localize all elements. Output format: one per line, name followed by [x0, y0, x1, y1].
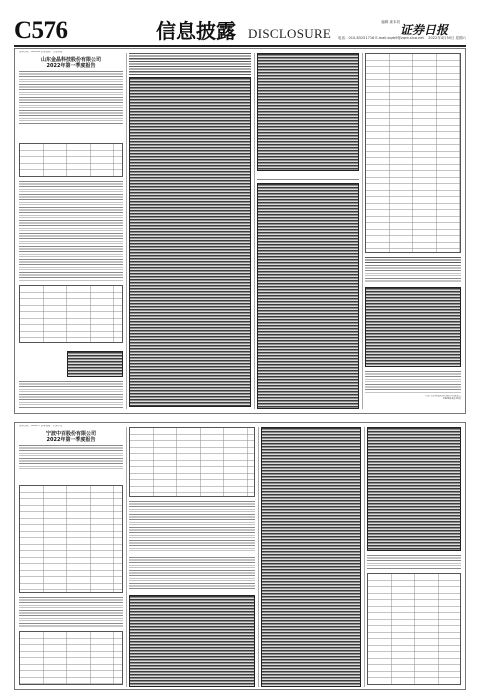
table-header-block — [129, 53, 251, 75]
body-text-block — [19, 597, 123, 627]
top-column-2 — [129, 53, 251, 409]
financial-table — [19, 143, 123, 177]
bottom-column-2 — [129, 427, 255, 687]
indicator-table — [367, 573, 461, 685]
section-heading-block — [365, 257, 461, 263]
section-title-cn: 信息披露 — [156, 19, 236, 43]
top-column-1 — [19, 51, 123, 411]
column-divider — [362, 53, 363, 409]
announcement-title: 山东金晶科技股份有限公司 2022年第一季度报告 — [40, 57, 101, 69]
financial-table — [19, 285, 123, 343]
page-number: C576 — [14, 17, 68, 44]
shareholder-table — [129, 427, 255, 497]
top-column-4 — [365, 53, 461, 409]
body-text-block — [19, 71, 123, 125]
body-text-block — [19, 381, 123, 409]
stock-code-line: 证券代码：600857 证券简称：宁波中百 — [19, 425, 63, 427]
body-text-block — [365, 265, 461, 283]
column-divider — [126, 427, 127, 687]
financial-table — [19, 485, 123, 593]
announcement-title: 宁波中百股份有限公司 2022年第一季度报告 — [45, 431, 96, 443]
column-divider — [364, 427, 365, 687]
balance-sheet-table — [129, 595, 255, 687]
bottom-column-1 — [19, 425, 123, 687]
masthead-meta — [338, 36, 466, 41]
indicator-table — [365, 53, 461, 253]
income-statement-table — [257, 53, 359, 171]
date-line: 2022年4月30日 星期六 — [428, 36, 466, 40]
bottom-column-3 — [261, 427, 361, 687]
balance-sheet-table — [129, 77, 251, 407]
financial-table — [67, 351, 123, 377]
column-divider — [254, 53, 255, 409]
top-announcement-block — [14, 48, 466, 414]
report-footer: 山东金晶科技股份有限公司董事会 2022年4月29日 — [425, 395, 461, 400]
editor-line: 编辑 姜本初 — [381, 20, 400, 24]
masthead — [14, 18, 466, 44]
section-title-en: DISCLOSURE — [248, 26, 332, 41]
cash-flow-table — [257, 183, 359, 409]
signature-line — [257, 173, 359, 180]
bottom-announcement-block — [14, 422, 466, 690]
contact-line: 电话：010-83251716 E-mail:zqrb9@zqrb.sina.net — [338, 36, 424, 40]
column-divider — [126, 53, 127, 409]
body-text-block — [19, 181, 123, 281]
column-divider — [258, 427, 259, 687]
stock-code-line: 证券代码：600586 证券简称：金晶科技 — [19, 51, 63, 53]
masthead-rule — [14, 45, 466, 47]
body-text-block — [19, 445, 123, 471]
shareholder-table — [365, 287, 461, 367]
financial-table — [19, 631, 123, 685]
body-text-block — [129, 501, 255, 553]
body-text-block — [129, 557, 255, 591]
body-text-block — [365, 371, 461, 393]
top-column-3 — [257, 53, 359, 409]
income-statement-table — [261, 427, 361, 687]
body-text-block — [367, 555, 461, 569]
cash-flow-table — [367, 427, 461, 551]
bottom-column-4 — [367, 427, 461, 687]
newspaper-logo: 证券日报 — [399, 23, 448, 37]
